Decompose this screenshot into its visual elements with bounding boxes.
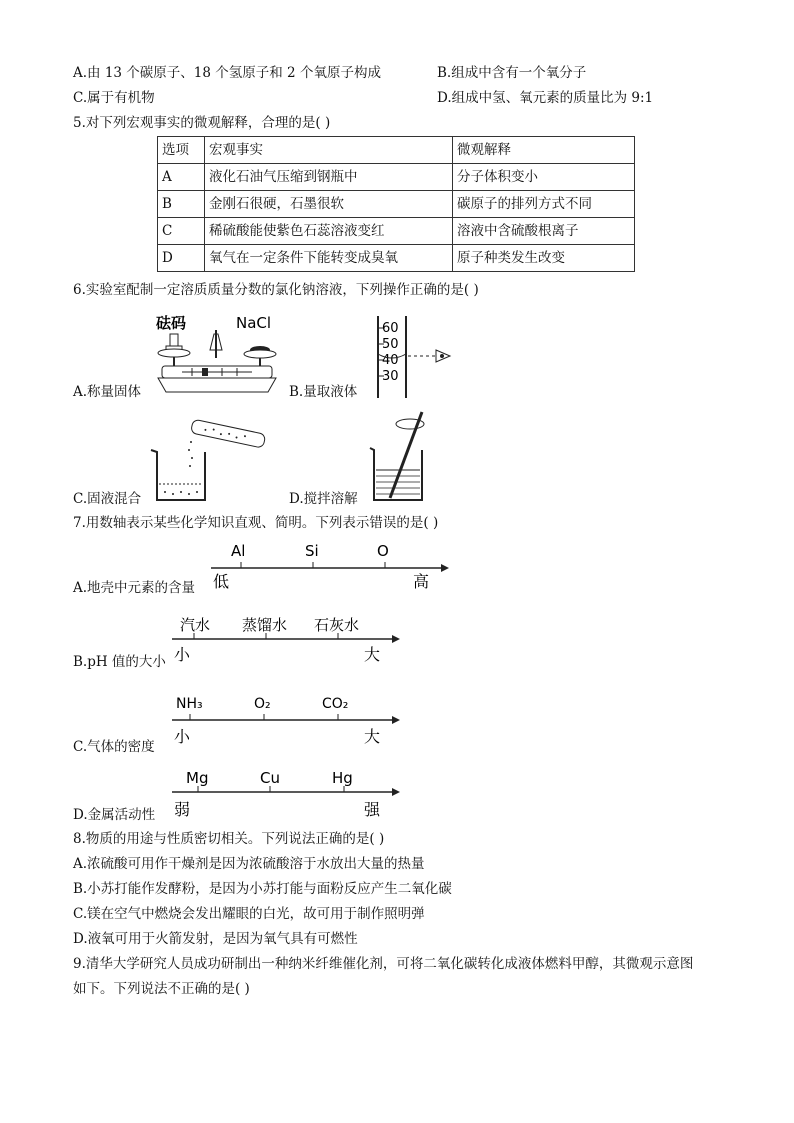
q5-table [157,136,635,272]
high-label: 大 [364,727,381,746]
nacl-label: NaCl [236,314,272,332]
q8-option-c: C.镁在空气中燃烧会发出耀眼的白光，故可用于制作照明弹 [73,906,425,922]
number-line-d [166,765,402,823]
table-cell: 分子体积变小 [453,164,635,191]
q8-option-a: A.浓硫酸可用作干燥剂是因为浓硫酸溶于水放出大量的热量 [73,856,425,872]
low-label: 小 [174,727,191,746]
q7-option-a: A.地壳中元素的含量 [73,580,196,596]
table-cell: 金刚石很硬，石墨很软 [205,191,453,218]
mark-o: O [377,542,389,560]
q7-stem: 7.用数轴表示某些化学知识直观、简明。下列表示错误的是( ) [73,515,439,531]
table-cell: D [158,245,205,272]
mark-o2: O₂ [254,696,271,712]
number-line-b [166,612,402,668]
table-row [158,137,635,164]
mark-distilled-water: 蒸馏水 [242,616,288,634]
mark-mg: Mg [186,769,209,787]
q7-option-c: C.气体的密度 [73,739,155,755]
q4-option-c: C.属于有机物 [73,90,155,106]
table-row [158,191,635,218]
scale-60: 60 [382,321,399,336]
scale-50: 50 [382,337,399,352]
q8-stem: 8.物质的用途与性质密切相关。下列说法正确的是( ) [73,831,385,847]
cylinder-figure [372,312,458,400]
scale-40: 40 [382,353,399,368]
table-cell: 原子种类发生改变 [453,245,635,272]
table-cell: 碳原子的排列方式不同 [453,191,635,218]
q6-option-b: B.量取液体 [289,384,358,400]
q5-stem: 5.对下列宏观事实的微观解释，合理的是( ) [73,115,331,131]
table-row [158,218,635,245]
mark-soda: 汽水 [180,616,211,634]
q8-option-b: B.小苏打能作发酵粉，是因为小苏打能与面粉反应产生二氧化碳 [73,881,452,897]
q7-option-b: B.pH 值的大小 [73,654,166,670]
pouring-figure [145,412,270,508]
number-line-c [166,690,402,748]
mark-nh3: NH₃ [176,696,203,712]
mark-cu: Cu [260,769,280,787]
table-cell: B [158,191,205,218]
q6-stem: 6.实验室配制一定溶质质量分数的氯化钠溶液，下列操作正确的是( ) [73,282,479,298]
mark-hg: Hg [332,769,353,787]
table-header-cell: 微观解释 [453,137,635,164]
stirring-figure [366,408,436,508]
table-cell: 溶液中含硫酸根离子 [453,218,635,245]
q4-option-d: D.组成中氢、氧元素的质量比为 9:1 [437,90,654,106]
table-row [158,164,635,191]
table-cell: 液化石油气压缩到钢瓶中 [205,164,453,191]
low-label: 小 [174,645,191,664]
mark-co2: CO₂ [322,696,349,712]
table-cell: 稀硫酸能使紫色石蕊溶液变红 [205,218,453,245]
table-cell: A [158,164,205,191]
balance-figure [152,310,282,400]
mark-al: Al [231,542,246,560]
q9-stem-line1: 9.清华大学研究人员成功研制出一种纳米纤维催化剂，可将二氧化碳转化成液体燃料甲醇，其微观示意图 [73,956,694,972]
table-cell: C [158,218,205,245]
table-header-cell: 宏观事实 [205,137,453,164]
table-row [158,245,635,272]
table-header-cell: 选项 [158,137,205,164]
low-label: 弱 [174,800,191,819]
scale-30: 30 [382,369,399,384]
q7-option-d: D.金属活动性 [73,807,156,823]
number-line-a [205,538,450,594]
high-label: 高 [413,572,430,591]
q6-option-a: A.称量固体 [73,384,142,400]
q4-option-b: B.组成中含有一个氧分子 [437,65,587,81]
low-label: 低 [213,572,230,591]
q4-option-a: A.由 13 个碳原子、18 个氢原子和 2 个氧原子构成 [73,65,381,81]
high-label: 强 [364,800,381,819]
mark-si: Si [305,542,319,560]
q6-option-d: D.搅拌溶解 [289,491,358,507]
q6-option-c: C.固液混合 [73,491,142,507]
high-label: 大 [364,645,381,664]
mark-limewater: 石灰水 [314,616,360,634]
q8-option-d: D.液氧可用于火箭发射，是因为氧气具有可燃性 [73,931,358,947]
weights-label: 砝码 [156,314,187,332]
table-cell: 氧气在一定条件下能转变成臭氧 [205,245,453,272]
q9-stem-line2: 如下。下列说法不正确的是( ) [73,981,250,997]
